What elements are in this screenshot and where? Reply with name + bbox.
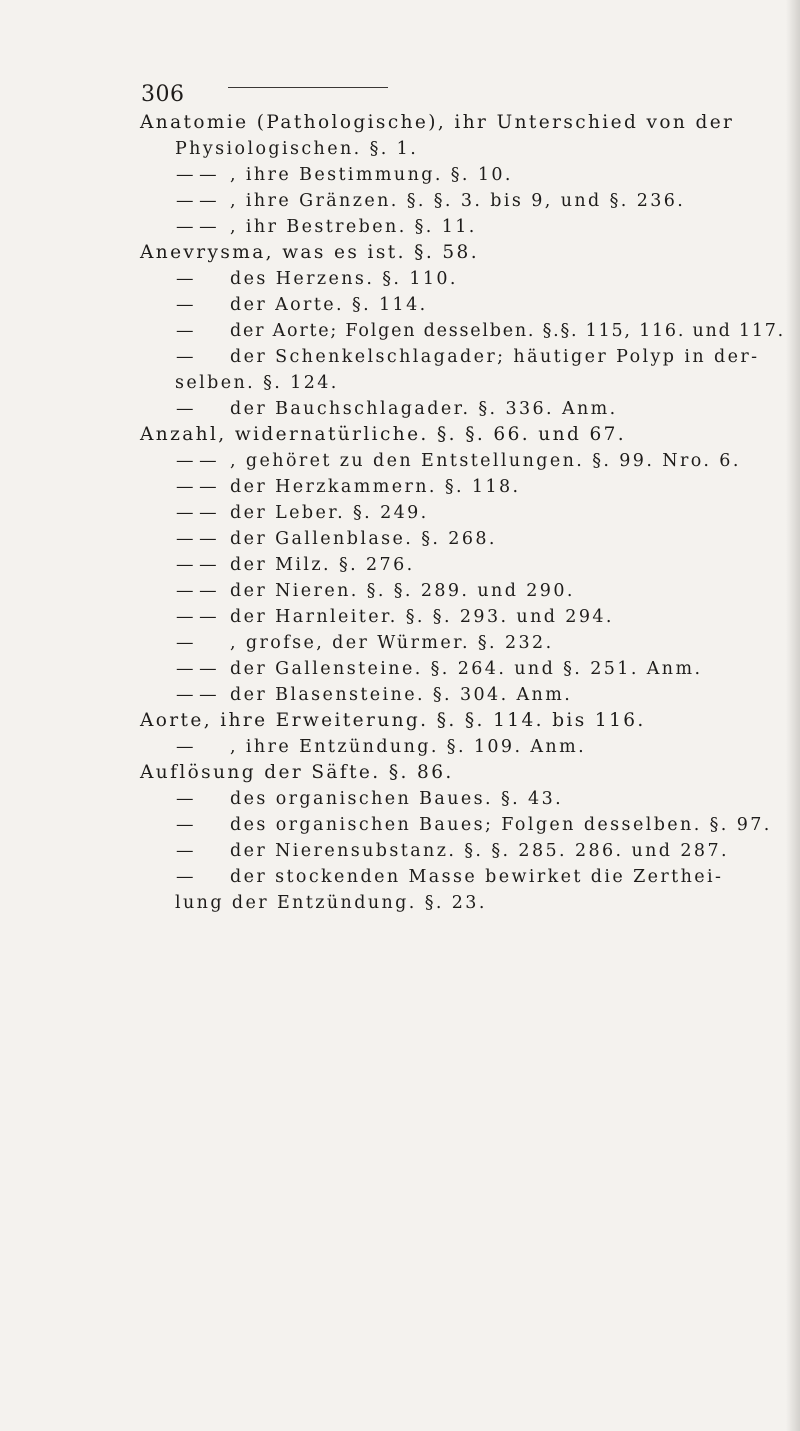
entry-text: Physiologischen. §. 1. bbox=[175, 139, 419, 159]
entry-text: der Aorte. §. 114. bbox=[230, 295, 428, 315]
index-sub-entry bbox=[0, 552, 800, 578]
index-sub-entry bbox=[0, 604, 800, 630]
entry-text: der Aorte; Folgen desselben. §.§. 115, 116. und 117. bbox=[230, 321, 785, 341]
index-sub-entry bbox=[0, 266, 800, 292]
ditto-dash: — — bbox=[176, 581, 217, 601]
entry-text: der Gallensteine. §. 264. und §. 251. Anm. bbox=[230, 659, 703, 679]
ditto-dash: — — bbox=[176, 217, 217, 237]
entry-text: der stockenden Masse bewirket die Zerthei- bbox=[230, 867, 724, 887]
index-sub-entry bbox=[0, 864, 800, 890]
ditto-dash: — — bbox=[176, 165, 217, 185]
index-headword-entry bbox=[0, 708, 800, 734]
ditto-dash: — — bbox=[176, 191, 217, 211]
entry-text: , gehöret zu den Entstellungen. §. 99. Nro. 6. bbox=[230, 451, 741, 471]
entry-text: der Schenkelschlagader; häutiger Polyp in der- bbox=[230, 347, 760, 367]
entry-text: , grofse, der Würmer. §. 232. bbox=[230, 633, 554, 653]
entry-text: der Leber. §. 249. bbox=[230, 503, 429, 523]
header-rule bbox=[228, 87, 388, 88]
ditto-dash: — — bbox=[176, 607, 217, 627]
ditto-dash: — — bbox=[176, 451, 217, 471]
entry-text: lung der Entzündung. §. 23. bbox=[175, 893, 487, 913]
index-sub-entry bbox=[0, 318, 800, 344]
ditto-dash: — bbox=[176, 841, 194, 861]
entry-text: des organischen Baues; Folgen desselben. §. 97. bbox=[230, 815, 772, 835]
ditto-dash: — — bbox=[176, 555, 217, 575]
entry-text: selben. §. 124. bbox=[175, 373, 339, 393]
index-sub-entry bbox=[0, 214, 800, 240]
index-sub-entry bbox=[0, 838, 800, 864]
entry-text: , ihr Bestreben. §. 11. bbox=[230, 217, 477, 237]
index-sub-entry bbox=[0, 578, 800, 604]
index-headword-entry bbox=[0, 422, 800, 448]
ditto-dash: — bbox=[176, 789, 194, 809]
ditto-dash: — bbox=[176, 347, 194, 367]
page-number: 306 bbox=[141, 82, 185, 107]
entry-text: der Nierensubstanz. §. §. 285. 286. und 287. bbox=[230, 841, 729, 861]
index-sub-entry bbox=[0, 656, 800, 682]
entry-text: Anatomie (Pathologische), ihr Unterschied von der bbox=[140, 112, 735, 133]
ditto-dash: — — bbox=[176, 685, 217, 705]
index-sub-entry bbox=[0, 188, 800, 214]
index-continuation-line bbox=[0, 890, 800, 916]
index-sub-entry bbox=[0, 396, 800, 422]
page-edge-shadow bbox=[786, 0, 800, 1431]
ditto-dash: — — bbox=[176, 529, 217, 549]
index-headword-entry bbox=[0, 240, 800, 266]
entry-text: der Milz. §. 276. bbox=[230, 555, 415, 575]
index-headword-entry bbox=[0, 110, 800, 136]
ditto-dash: — — bbox=[176, 503, 217, 523]
index-sub-entry bbox=[0, 682, 800, 708]
ditto-dash: — bbox=[176, 633, 194, 653]
entry-text: , ihre Bestimmung. §. 10. bbox=[230, 165, 513, 185]
index-continuation-line bbox=[0, 136, 800, 162]
index-sub-entry bbox=[0, 734, 800, 760]
index-sub-entry bbox=[0, 500, 800, 526]
index-sub-entry bbox=[0, 162, 800, 188]
ditto-dash: — bbox=[176, 399, 194, 419]
index-list bbox=[0, 110, 800, 916]
entry-text: Anevrysma, was es ist. §. 58. bbox=[140, 242, 479, 263]
ditto-dash: — bbox=[176, 321, 194, 341]
index-sub-entry bbox=[0, 526, 800, 552]
entry-text: der Nieren. §. §. 289. und 290. bbox=[230, 581, 575, 601]
entry-text: der Gallenblase. §. 268. bbox=[230, 529, 497, 549]
ditto-dash: — bbox=[176, 815, 194, 835]
ditto-dash: — bbox=[176, 867, 194, 887]
index-sub-entry bbox=[0, 474, 800, 500]
index-sub-entry bbox=[0, 630, 800, 656]
ditto-dash: — bbox=[176, 737, 194, 757]
index-sub-entry bbox=[0, 344, 800, 370]
index-sub-entry bbox=[0, 786, 800, 812]
entry-text: der Bauchschlagader. §. 336. Anm. bbox=[230, 399, 618, 419]
index-sub-entry bbox=[0, 448, 800, 474]
ditto-dash: — bbox=[176, 269, 194, 289]
entry-text: des Herzens. §. 110. bbox=[230, 269, 458, 289]
entry-text: der Blasensteine. §. 304. Anm. bbox=[230, 685, 573, 705]
entry-text: Aorte, ihre Erweiterung. §. §. 114. bis 116. bbox=[140, 710, 646, 731]
index-sub-entry bbox=[0, 812, 800, 838]
entry-text: des organischen Baues. §. 43. bbox=[230, 789, 564, 809]
entry-text: , ihre Gränzen. §. §. 3. bis 9, und §. 236. bbox=[230, 191, 686, 211]
entry-text: Anzahl, widernatürliche. §. §. 66. und 67. bbox=[140, 424, 627, 445]
index-headword-entry bbox=[0, 760, 800, 786]
index-sub-entry bbox=[0, 292, 800, 318]
ditto-dash: — — bbox=[176, 659, 217, 679]
ditto-dash: — — bbox=[176, 477, 217, 497]
index-continuation-line bbox=[0, 370, 800, 396]
entry-text: der Herzkammern. §. 118. bbox=[230, 477, 521, 497]
entry-text: der Harnleiter. §. §. 293. und 294. bbox=[230, 607, 614, 627]
ditto-dash: — bbox=[176, 295, 194, 315]
entry-text: Auflösung der Säfte. §. 86. bbox=[140, 762, 454, 783]
entry-text: , ihre Entzündung. §. 109. Anm. bbox=[230, 737, 587, 757]
